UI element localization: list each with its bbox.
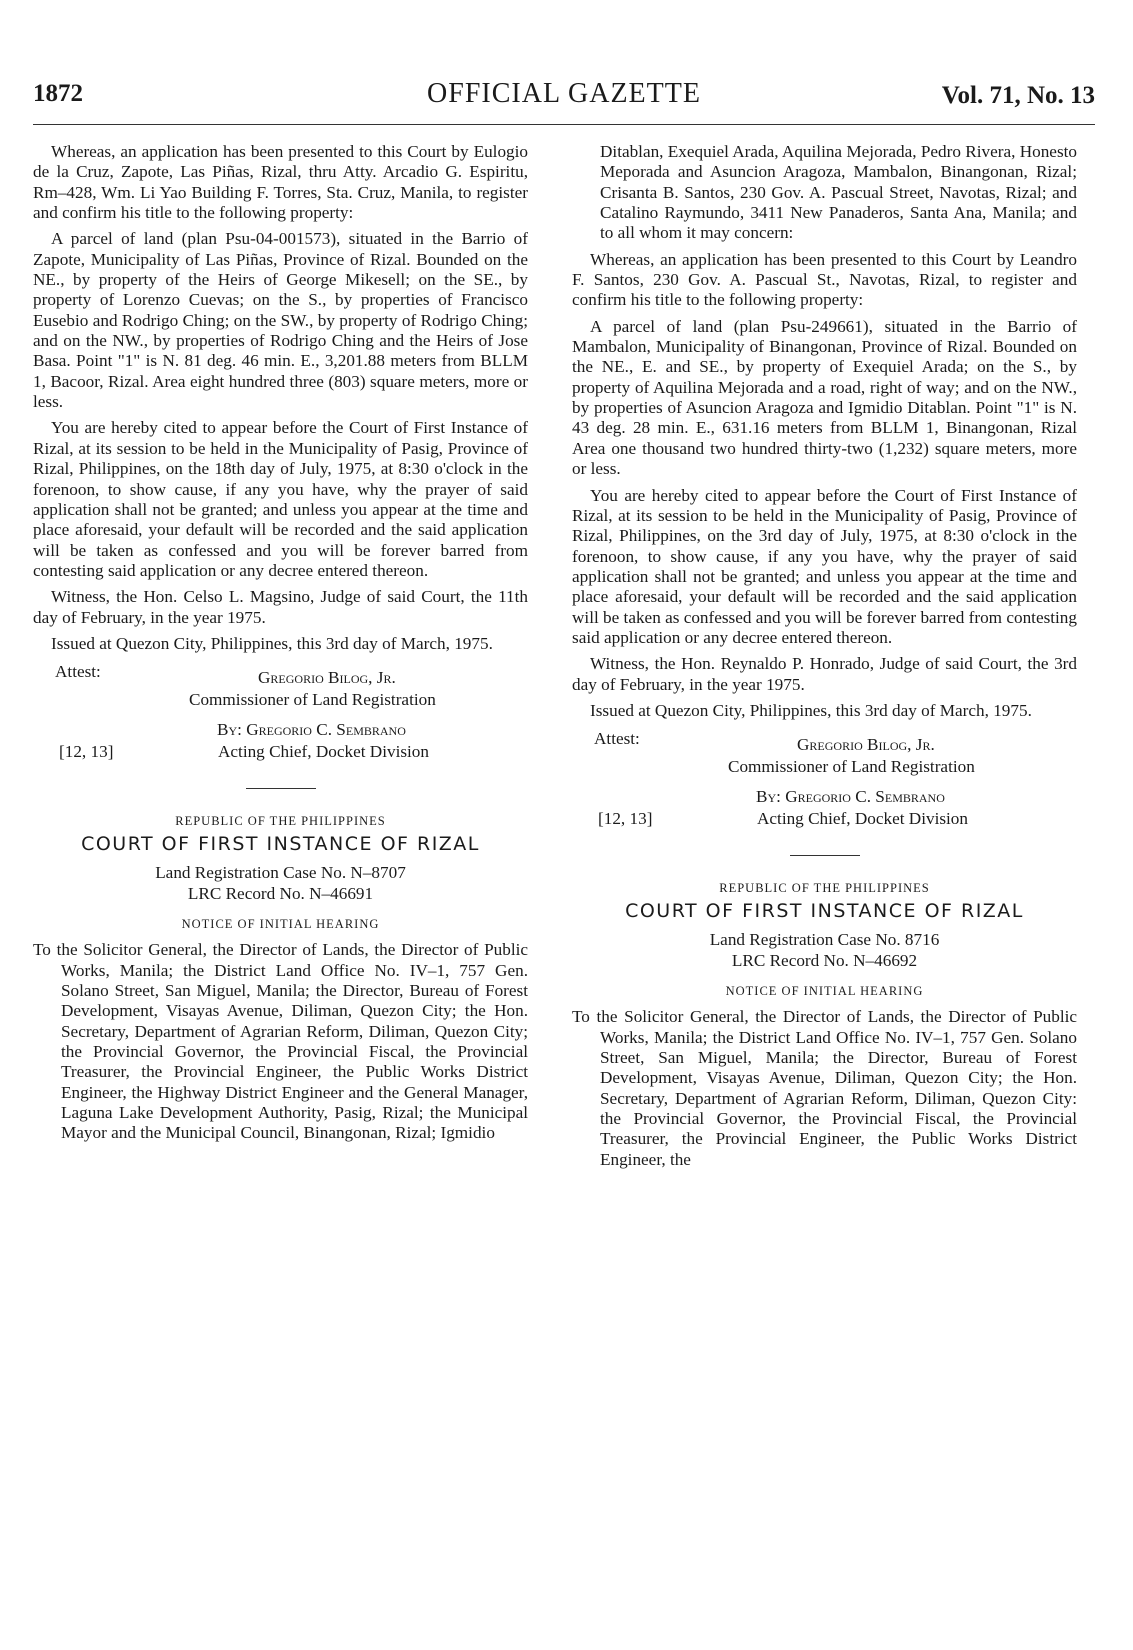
attest-label: Attest: (55, 662, 101, 682)
whereas-paragraph: Whereas, an application has been presented to this Court by Eulogio de la Cruz, Zapote, Las Piñas, Rizal, thru Atty. Arcadio G. Espiritu, Rm–428, Wm. Li Yao Building F. Torres, Sta. Cruz, Manila, to register and confirm his title to the following property: (33, 142, 528, 223)
commissioner-title: Commissioner of Land Registration (728, 757, 975, 777)
page-number: 1872 (33, 80, 83, 107)
volume-issue: Vol. 71, No. 13 (941, 82, 1095, 109)
addressees-paragraph: To the Solicitor General, the Director of Lands, the Director of Public Works, Manila; the District Land Office No. IV–1, 757 Gen. Solano Street, San Miguel, Manila; the Director, Bureau of Forest Development, Visayas Avenue, Diliman, Quezon City; the Hon. Secretary, Department of Agrarian Reform, Diliman, Quezon City: the Provincial Governor, the Provincial Fiscal, the Provincial Treasurer, the Provincial Engineer, the Public Works District Engineer, the (572, 1007, 1077, 1169)
issued-paragraph: Issued at Quezon City, Philippines, this 3rd day of March, 1975. (51, 633, 493, 653)
witness-paragraph: Witness, the Hon. Celso L. Magsino, Judge of said Court, the 11th day of February, in the year 1975. (33, 587, 528, 627)
commissioner-title: Commissioner of Land Registration (189, 690, 436, 710)
attest-block (33, 662, 528, 774)
right-column (572, 142, 1077, 1176)
issue-tag: [12, 13] (59, 742, 114, 762)
publication-title: OFFICIAL GAZETTE (427, 78, 701, 109)
section-divider (790, 855, 860, 856)
left-column (33, 142, 528, 1150)
republic-heading: REPUBLIC OF THE PHILIPPINES (719, 881, 930, 896)
issued-paragraph: Issued at Quezon City, Philippines, this 3rd day of March, 1975. (590, 700, 1032, 720)
whereas-paragraph: Whereas, an application has been presented to this Court by Leandro F. Santos, 230 Gov. A. Pascual St., Navotas, Rizal, to register and confirm his title to the following property: (572, 249, 1077, 310)
addressees-continued: Ditablan, Exequiel Arada, Aquilina Mejorada, Pedro Rivera, Honesto Meporada and Asuncion Aragoza, Mambalon, Binangonan, Rizal; Crisanta B. Santos, 230 Gov. A. Pascual Street, Navotas, Rizal; and Catalino Raymundo, 3411 New Panaderos, Santa Ana, Manila; and to all whom it may concern: (600, 142, 1077, 243)
court-heading: COURT OF FIRST INSTANCE OF RIZAL (81, 832, 480, 855)
page-header (33, 78, 1095, 120)
notice-heading: NOTICE OF INITIAL HEARING (181, 916, 380, 931)
signatory-title: Acting Chief, Docket Division (218, 742, 429, 762)
record-number: LRC Record No. N–46691 (187, 883, 374, 903)
republic-heading: REPUBLIC OF THE PHILIPPINES (175, 814, 386, 829)
section-divider (246, 788, 316, 789)
issue-tag: [12, 13] (598, 809, 653, 829)
court-heading: COURT OF FIRST INSTANCE OF RIZAL (625, 899, 1024, 922)
attest-block (572, 729, 1077, 841)
signatory-name: By: Gregorio C. Sembrano (756, 787, 945, 807)
signatory-name: By: Gregorio C. Sembrano (217, 720, 406, 740)
case-number: Land Registration Case No. 8716 (709, 929, 940, 949)
citation-paragraph: You are hereby cited to appear before the Court of First Instance of Rizal, at its session to be held in the Municipality of Pasig, Province of Rizal, Philippines, on the 3rd day of July, 1975, at 8:30 o'clock in the forenoon, to show cause, if any you have, why the prayer of said application shall not be granted; and unless you appear at the time and place aforesaid, your default will be recorded and the said application will be taken as confessed and you will be forever barred from contesting said application or any decree entered thereon. (572, 485, 1077, 647)
addressees-paragraph: To the Solicitor General, the Director of Lands, the Director of Public Works, Manila; the District Land Office No. IV–1, 757 Gen. Solano Street, San Miguel, Manila; the Director, Bureau of Forest Development, Visayas Avenue, Diliman, Quezon City; the Hon. Secretary, Department of Agrarian Reform, Diliman, Quezon City; the Provincial Governor, the Provincial Fiscal, the Provincial Treasurer, the Provincial Engineer, the Public Works District Engineer, the Highway District Engineer and the General Manager, Laguna Lake Development Authority, Pasig, Rizal; the Municipal Mayor and the Municipal Council, Binangonan, Rizal; Igmidio (33, 940, 528, 1143)
citation-paragraph: You are hereby cited to appear before the Court of First Instance of Rizal, at its session to be held in the Municipality of Pasig, Province of Rizal, Philippines, on the 18th day of July, 1975, at 8:30 o'clock in the forenoon, to show cause, if any you have, why the prayer of said application shall not be granted; and unless you appear at the time and place aforesaid, your default will be recorded and the said application will be taken as confessed and you will be forever barred from contesting said application or any decree entered thereon. (33, 418, 528, 580)
attest-label: Attest: (594, 729, 640, 749)
header-rule (33, 124, 1095, 125)
case-number: Land Registration Case No. N–8707 (155, 862, 406, 882)
commissioner-name: Gregorio Bilog, Jr. (258, 668, 396, 688)
commissioner-name: Gregorio Bilog, Jr. (797, 735, 935, 755)
record-number: LRC Record No. N–46692 (731, 950, 918, 970)
property-description: A parcel of land (plan Psu-249661), situated in the Barrio of Mambalon, Municipality of Binangonan, Province of Rizal. Bounded on the NE., E. and SE., by property of Exequiel Arada; on the S., by property of Aquilina Mejorada and a road, right of way; and on the NW., by properties of Asuncion Aragoza and Igmidio Ditablan. Point "1" is N. 43 deg. 28 min. E., 631.16 meters from BLLM 1, Binangonan, Rizal Area one thousand two hundred thirty-two (1,232) square meters, more or less. (572, 316, 1077, 479)
property-description: A parcel of land (plan Psu-04-001573), situated in the Barrio of Zapote, Municipality of Las Piñas, Province of Rizal. Bounded on the NE., by property of the Heirs of George Mikesell; on the SE., by property of Lorenzo Cuevas; on the S., by properties of Francisco Eusebio and Rodrigo Ching; on the SW., by property of Rodrigo Ching; and on the NW., by properties of Rodrigo Ching and the Heirs of Jose Basa. Point "1" is N. 81 deg. 46 min. E., 3,201.88 meters from BLLM 1, Bacoor, Rizal. Area eight hundred three (803) square meters, more or less. (33, 229, 528, 412)
signatory-title: Acting Chief, Docket Division (757, 809, 968, 829)
witness-paragraph: Witness, the Hon. Reynaldo P. Honrado, Judge of said Court, the 3rd day of February, in the year 1975. (572, 654, 1077, 694)
notice-heading: NOTICE OF INITIAL HEARING (725, 983, 924, 998)
